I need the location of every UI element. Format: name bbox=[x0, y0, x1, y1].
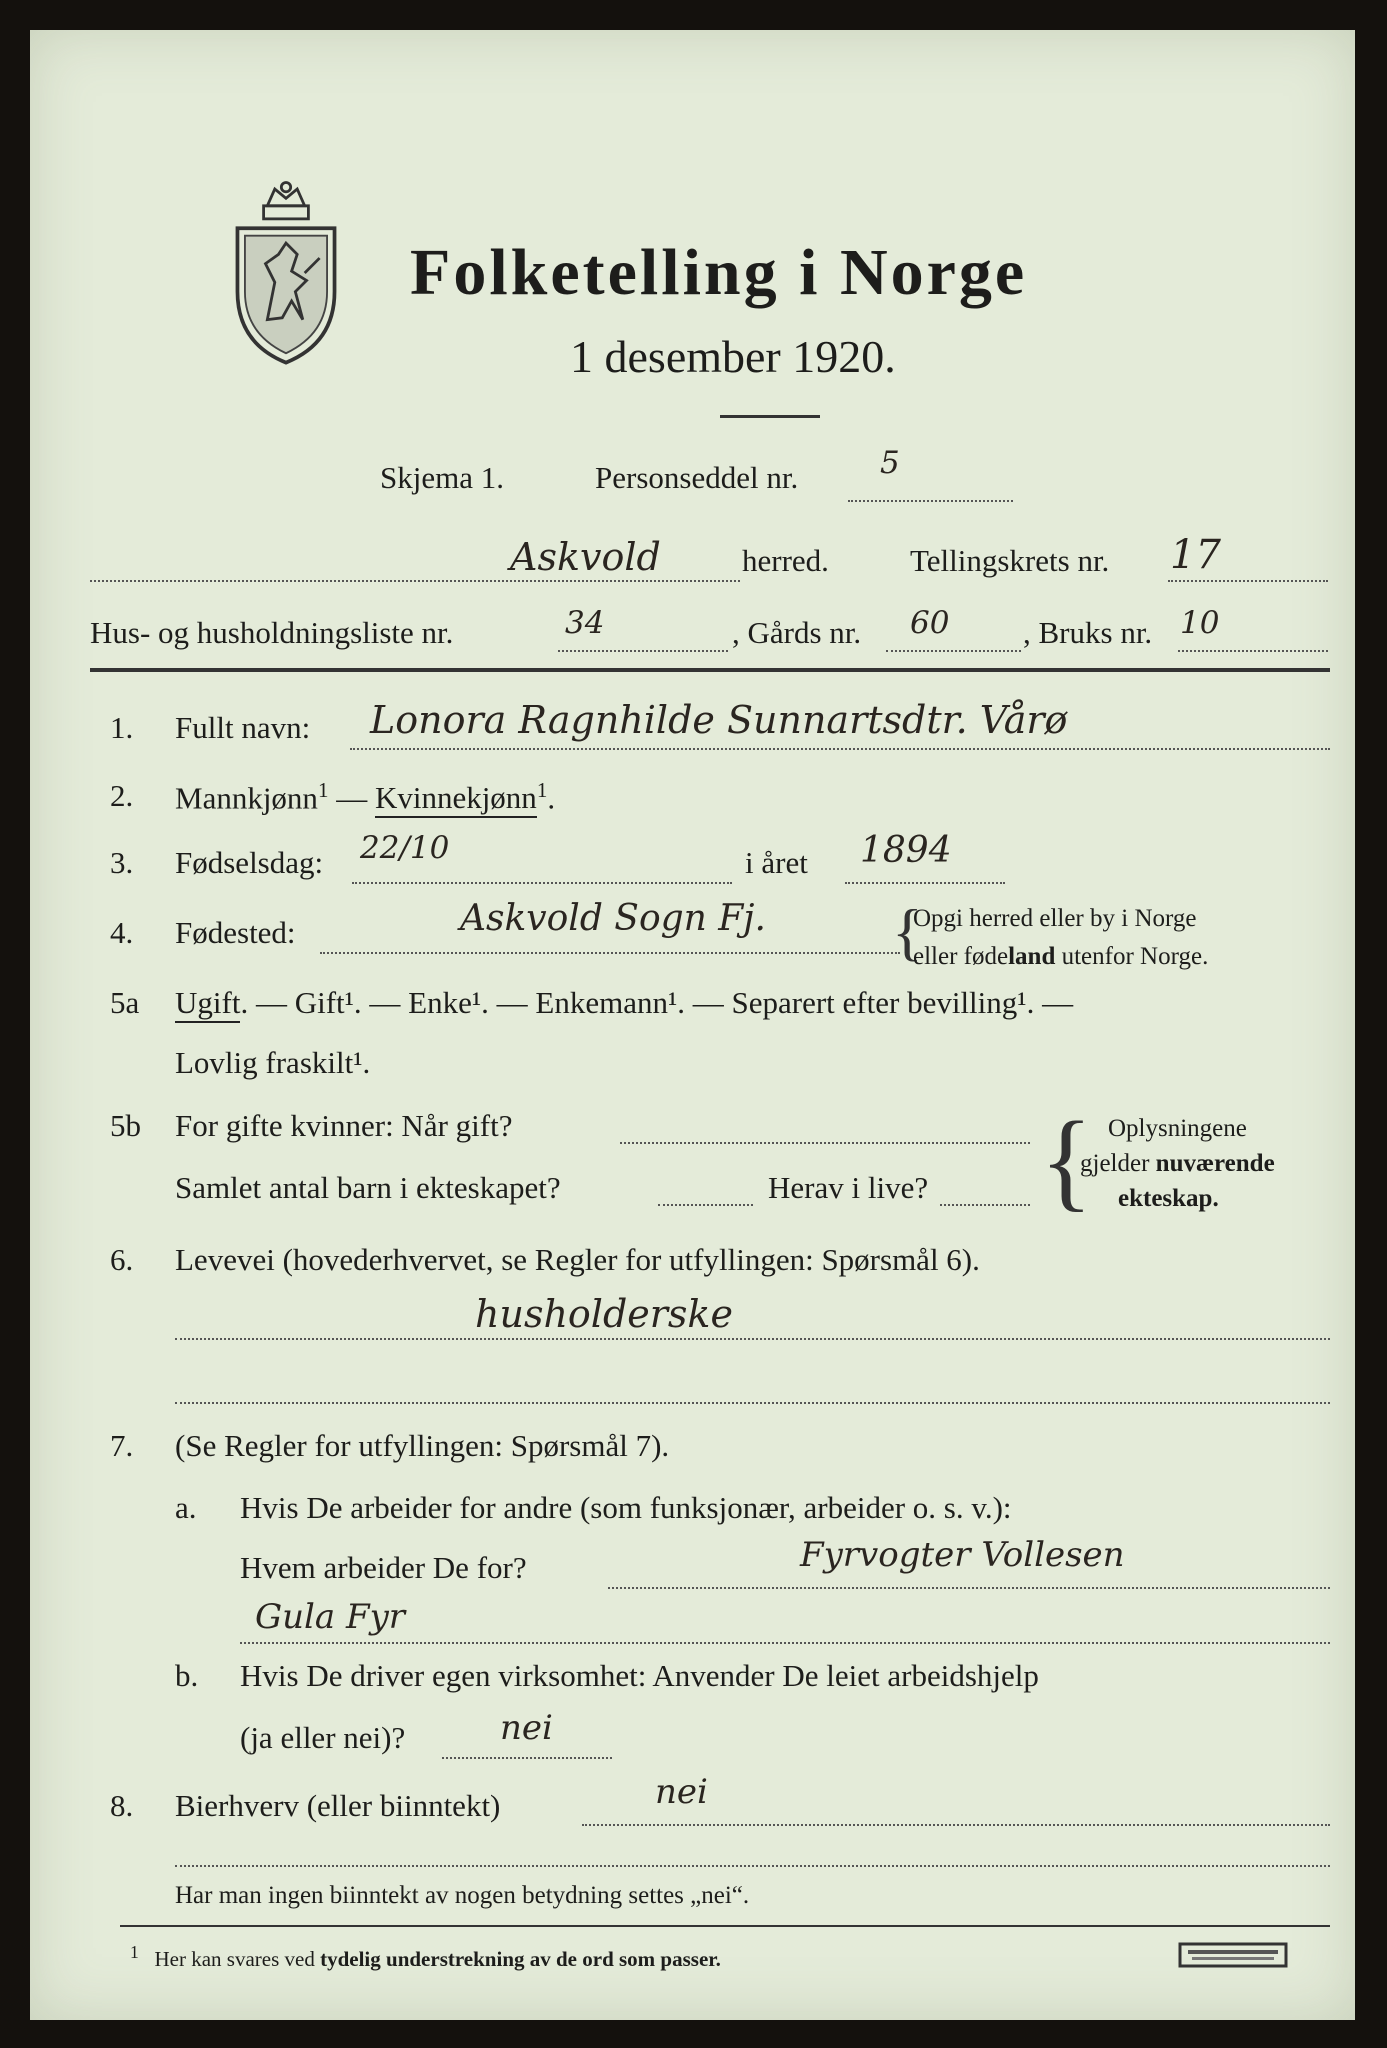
gards-line bbox=[886, 650, 1021, 652]
gards-label: , Gårds nr. bbox=[732, 615, 862, 650]
q2-number: 2. bbox=[110, 778, 134, 813]
form-title: Folketelling i Norge bbox=[410, 236, 1028, 309]
q7b-value: nei bbox=[500, 1708, 553, 1748]
q5a-rest: . — Gift¹. — Enke¹. — Enkemann¹. — Separert efter bevilling¹. — bbox=[240, 985, 1074, 1020]
printer-stamp-icon bbox=[1178, 1940, 1288, 1970]
q4-number: 4. bbox=[110, 915, 134, 950]
q2-male: Mannkjønn bbox=[175, 780, 318, 816]
gards-value: 60 bbox=[910, 605, 950, 641]
bruks-line bbox=[1178, 650, 1328, 652]
q5b-brace: { bbox=[1040, 1099, 1093, 1221]
q5a-number: 5a bbox=[110, 985, 140, 1020]
q5b-note2a: gjelder bbox=[1080, 1150, 1156, 1177]
q7b-label: Hvis De driver egen virksomhet: Anvender De leiet arbeidshjelp bbox=[240, 1658, 1039, 1693]
q5b-note2b: nuværende bbox=[1155, 1150, 1275, 1177]
q3-line bbox=[352, 882, 732, 884]
q7b-letter: b. bbox=[175, 1658, 199, 1693]
q5b-label1: For gifte kvinner: Når gift? bbox=[175, 1108, 513, 1143]
q8-line bbox=[582, 1824, 1330, 1826]
q1-label: Fullt navn: bbox=[175, 710, 311, 745]
q1-value: Lonora Ragnhilde Sunnartsdtr. Vårø bbox=[370, 698, 1068, 742]
tellingskrets-label: Tellingskrets nr. bbox=[910, 543, 1110, 578]
q8-value: nei bbox=[655, 1772, 708, 1812]
form-date: 1 desember 1920. bbox=[570, 331, 896, 382]
header-divider bbox=[90, 668, 1330, 672]
q7b-question: (ja eller nei)? bbox=[240, 1720, 406, 1755]
personseddel-value: 5 bbox=[880, 445, 900, 481]
q4-value: Askvold Sogn Fj. bbox=[460, 898, 766, 939]
q7a-value2: Gula Fyr bbox=[255, 1597, 406, 1637]
q7a-line2 bbox=[240, 1642, 1330, 1644]
q4-label: Fødested: bbox=[175, 915, 296, 950]
q3-year-line bbox=[845, 882, 1005, 884]
q7-number: 7. bbox=[110, 1428, 134, 1463]
q2-sup-1: 1 bbox=[317, 778, 329, 802]
husliste-value: 34 bbox=[565, 605, 605, 641]
q4-note-b: land bbox=[1008, 943, 1056, 970]
q6-label: Levevei (hovederhvervet, se Regler for utfyllingen: Spørsmål 6). bbox=[175, 1242, 980, 1277]
q2-end: . bbox=[547, 780, 556, 816]
q5b-note3: ekteskap. bbox=[1118, 1185, 1219, 1212]
footnote-mark: 1 bbox=[130, 1942, 139, 1962]
tellingskrets-line bbox=[1168, 580, 1328, 582]
q6-line2 bbox=[175, 1402, 1330, 1404]
skjema-label: Skjema 1. bbox=[380, 460, 504, 495]
husliste-line bbox=[558, 650, 728, 652]
q5b-line3 bbox=[940, 1204, 1030, 1206]
q4-line bbox=[320, 952, 900, 954]
q3-number: 3. bbox=[110, 845, 134, 880]
census-form-page bbox=[30, 30, 1355, 2020]
husliste-label: Hus- og husholdningsliste nr. bbox=[90, 615, 454, 650]
herred-value: Askvold bbox=[510, 535, 661, 579]
q7b-line bbox=[442, 1757, 612, 1759]
q5b-line2 bbox=[658, 1204, 753, 1206]
q7a-label: Hvis De arbeider for andre (som funksjonær, arbeider o. s. v.): bbox=[240, 1490, 1012, 1525]
personseddel-label: Personseddel nr. bbox=[595, 460, 799, 495]
q8-number: 8. bbox=[110, 1788, 134, 1823]
bruks-value: 10 bbox=[1180, 605, 1220, 641]
q4-note-line1: Opgi herred eller by i Norge bbox=[913, 905, 1197, 932]
q3-label: Fødselsdag: bbox=[175, 845, 324, 880]
personseddel-line bbox=[848, 500, 1013, 502]
bruks-label: , Bruks nr. bbox=[1023, 615, 1153, 650]
herred-line bbox=[90, 580, 740, 582]
q1-line bbox=[350, 748, 1330, 750]
q4-note-a: eller føde bbox=[913, 943, 1009, 970]
q5a-options bbox=[175, 985, 1073, 1021]
norway-coat-of-arms-icon bbox=[230, 178, 342, 368]
q4-brace: { bbox=[892, 896, 923, 967]
q4-note-line2 bbox=[913, 943, 1208, 971]
q1-number: 1. bbox=[110, 710, 134, 745]
q5b-label2: Samlet antal barn i ekteskapet? bbox=[175, 1170, 561, 1205]
footnote-text-a: Her kan svares ved bbox=[154, 1947, 321, 1971]
q7-label: (Se Regler for utfyllingen: Spørsmål 7). bbox=[175, 1428, 670, 1463]
q6-line1 bbox=[175, 1338, 1330, 1340]
q2-sep: — bbox=[328, 780, 375, 816]
q6-number: 6. bbox=[110, 1242, 134, 1277]
q3-year-value: 1894 bbox=[860, 830, 952, 871]
footer-line bbox=[175, 1865, 1330, 1867]
q5b-note1: Oplysningene bbox=[1108, 1115, 1247, 1142]
footer-note: Har man ingen biinntekt av nogen betydning settes „nei“. bbox=[175, 1882, 750, 1909]
herred-label: herred. bbox=[742, 543, 829, 578]
footnote-divider bbox=[120, 1925, 1330, 1927]
q7a-line1 bbox=[608, 1587, 1330, 1589]
q5b-note2 bbox=[1080, 1150, 1275, 1178]
q8-label: Bierhverv (eller biinntekt) bbox=[175, 1788, 501, 1823]
q7a-value1: Fyrvogter Vollesen bbox=[800, 1535, 1125, 1575]
q3-value: 22/10 bbox=[360, 830, 450, 866]
q5b-label3: Herav i live? bbox=[768, 1170, 929, 1205]
q5a-ugift: Ugift bbox=[175, 985, 240, 1023]
footnote-text-b: tydelig understrekning av de ord som passer. bbox=[320, 1947, 721, 1971]
q7a-question: Hvem arbeider De for? bbox=[240, 1550, 527, 1585]
q6-value: husholderske bbox=[475, 1292, 733, 1336]
q5b-number: 5b bbox=[110, 1108, 141, 1143]
footnote bbox=[130, 1942, 721, 1972]
q3-year-label: i året bbox=[745, 845, 808, 880]
q5b-line1 bbox=[620, 1142, 1030, 1144]
q4-note-c: utenfor Norge. bbox=[1055, 943, 1209, 970]
title-divider bbox=[720, 415, 820, 418]
tellingskrets-value: 17 bbox=[1170, 532, 1221, 578]
q7a-letter: a. bbox=[175, 1490, 197, 1525]
q2-female: Kvinnekjønn bbox=[375, 780, 537, 818]
q2-text bbox=[175, 778, 555, 816]
q2-sup-2: 1 bbox=[536, 778, 548, 802]
q5a-line2: Lovlig fraskilt¹. bbox=[175, 1045, 371, 1080]
